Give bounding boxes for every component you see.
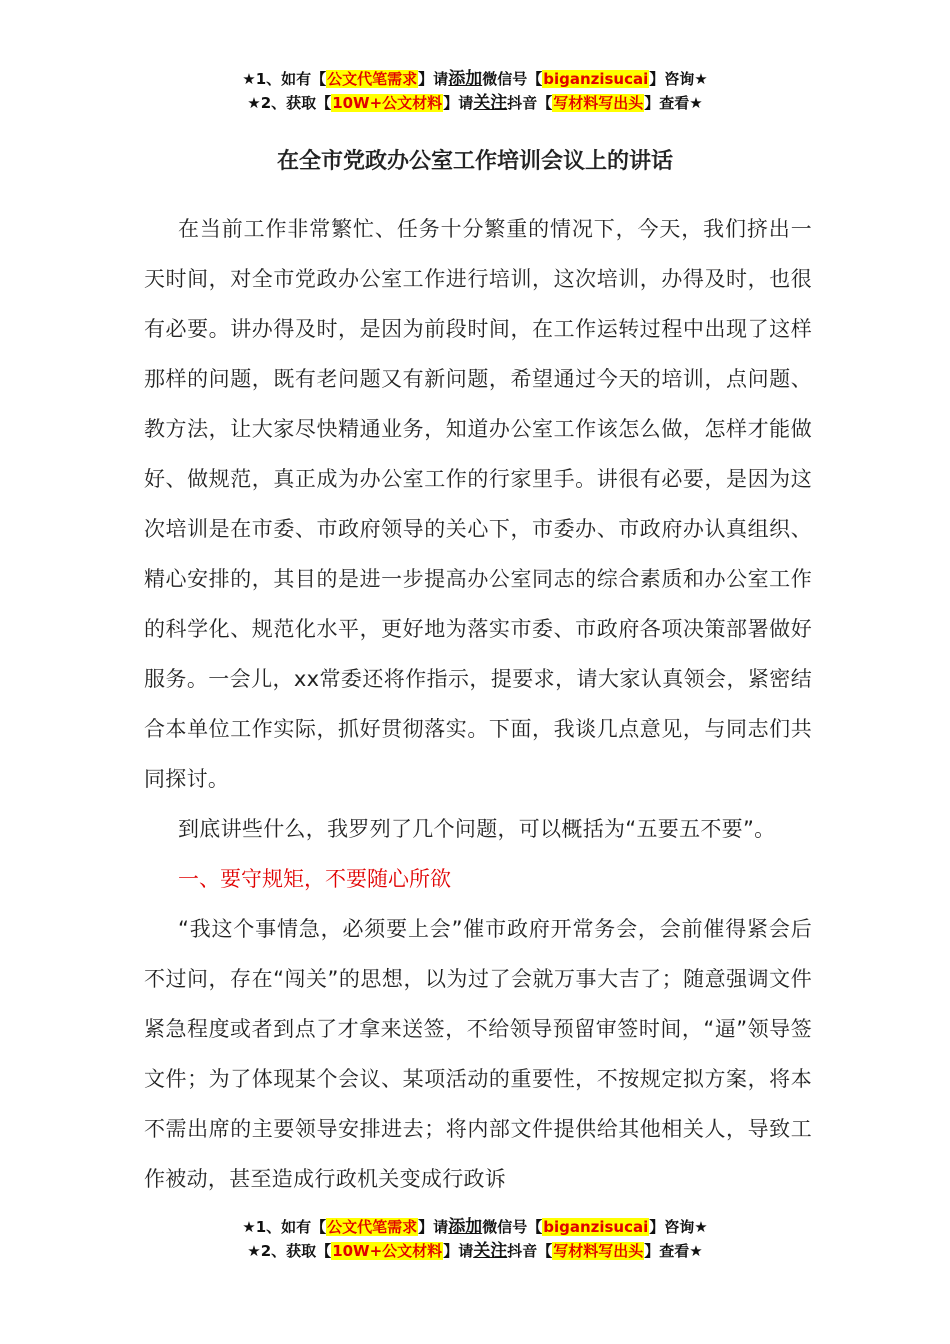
paragraph-section-1: “我这个事情急，必须要上会”催市政府开常务会，会前催得紧会后不过问，存在“闯关”的思想，以为过了会就万事大吉了；随意强调文件紧急程度或者到点了才拿来送签，不给领导预留审签时间，“逼”领导签文件；为了体现某个会议、某项活动的重要性，不按规定拟方案，将本不需出席的主要领导安排进去；将内部文件提供给其他相关人，导致工作被动，甚至造成行政机关变成行政诉 [144, 917, 812, 1191]
highlight-douyin-id: 写材料写出头 [553, 1242, 644, 1260]
footer-banner [0, 1215, 950, 1263]
highlight-wechat-id: biganzisucai [543, 70, 649, 88]
header-banner [0, 67, 950, 115]
banner-line-1: ★1、如有【公文代笔需求】请添加微信号【biganzisucai】咨询★ [242, 69, 708, 89]
banner-line-2: ★2、获取【10W+公文材料】请关注抖音【写材料写出头】查看★ [247, 1241, 703, 1261]
highlight-service: 公文代笔需求 [327, 1218, 418, 1236]
highlight-materials: 10W+公文材料 [332, 1242, 443, 1260]
document-body [144, 204, 812, 1204]
paragraph-intro: 在当前工作非常繁忙、任务十分繁重的情况下，今天，我们挤出一天时间，对全市党政办公室工作进行培训，这次培训，办得及时，也很有必要。讲办得及时，是因为前段时间，在工作运转过程中出现了这样那样的问题，既有老问题又有新问题，希望通过今天的培训，点问题、教方法，让大家尽快精通业务，知道办公室工作该怎么做，怎样才能做好、做规范，真正成为办公室工作的行家里手。讲很有必要，是因为这次培训是在市委、市政府领导的关心下，市委办、市政府办认真组织、精心安排的，其目的是进一步提高办公室同志的综合素质和办公室工作的科学化、规范化水平，更好地为落实市委、市政府各项决策部署做好服务。一会儿，xx常委还将作指示，提要求，请大家认真领会，紧密结合本单位工作实际，抓好贯彻落实。下面，我谈几点意见，与同志们共同探讨。 [144, 217, 812, 791]
highlight-materials: 10W+公文材料 [332, 94, 443, 112]
banner-line-2: ★2、获取【10W+公文材料】请关注抖音【写材料写出头】查看★ [247, 93, 703, 113]
document-title: 在全市党政办公室工作培训会议上的讲话 [276, 149, 673, 174]
section-heading-1: 一、要守规矩，不要随心所欲 [178, 867, 451, 891]
highlight-service: 公文代笔需求 [327, 70, 418, 88]
paragraph-outline: 到底讲些什么，我罗列了几个问题，可以概括为“五要五不要”。 [178, 817, 776, 841]
highlight-douyin-id: 写材料写出头 [553, 94, 644, 112]
highlight-wechat-id: biganzisucai [543, 1218, 649, 1236]
banner-line-1: ★1、如有【公文代笔需求】请添加微信号【biganzisucai】咨询★ [242, 1217, 708, 1237]
